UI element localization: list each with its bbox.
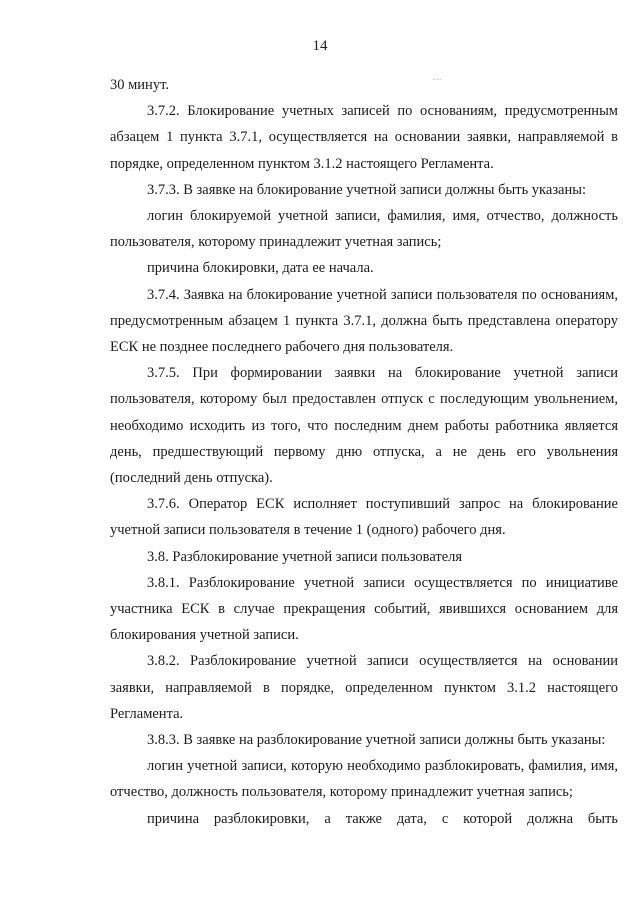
paragraph-3-7-2: 3.7.2. Блокирование учетных записей по основаниям, предусмотренным абзацем 1 пункта 3.7.1, осуществляется на основании заявки, направляемой в порядке, определенном пунктом 3.1.2 настоящего Регламента. [110,103,618,172]
paragraph-list-item-reason: причина блокировки, дата ее начала. [147,260,374,277]
paragraph-list-item-unlock-login: логин учетной записи, которую необходимо разблокировать, фамилия, имя, отчество, должность пользователя, которому принадлежит учетная запись; [110,758,618,801]
paragraph-3-7-5: 3.7.5. При формировании заявки на блокирование учетной записи пользователя, которому был предоставлен отпуск с последующим увольнением, необходимо исходить из того, что последним днем работы работника является день, предшествующий первому дню отпуска, а не день его увольнения (последний день отпуска). [110,365,618,487]
paragraph-3-8-3: 3.8.3. В заявке на разблокирование учетной записи должны быть указаны: [147,732,606,749]
paragraph-3-8-2: 3.8.2. Разблокирование учетной записи осуществляется на основании заявки, направляемой в порядке, определенном пунктом 3.1.2 настоящего Регламента. [110,653,618,722]
paragraph-continuation: 30 минут. [110,77,169,93]
page-number: 14 [312,38,328,54]
paragraph-3-7-3: 3.7.3. В заявке на блокирование учетной записи должны быть указаны: [147,181,587,198]
paragraph-3-7-6: 3.7.6. Оператор ЕСК исполняет поступивший запрос на блокирование учетной записи пользователя в течение 1 (одного) рабочего дня. [110,496,618,539]
document-body [110,72,618,832]
section-heading-3-8: 3.8. Разблокирование учетной записи пользователя [147,548,463,565]
paragraph-3-7-4: 3.7.4. Заявка на блокирование учетной записи пользователя по основаниям, предусмотренным абзацем 1 пункта 3.7.1, должна быть представлена оператору ЕСК не позднее последнего рабочего дня пользователя. [110,286,618,356]
paragraph-3-8-1: 3.8.1. Разблокирование учетной записи осуществляется по инициативе участника ЕСК в случае прекращения событий, явившихся основанием для блокирования учетной записи. [110,574,618,644]
paragraph-list-item-unlock-reason: причина разблокировки, а также дата, с которой должна быть [147,810,618,827]
paragraph-list-item-login: логин блокируемой учетной записи, фамилия, имя, отчество, должность пользователя, которому принадлежит учетная запись; [110,208,618,251]
